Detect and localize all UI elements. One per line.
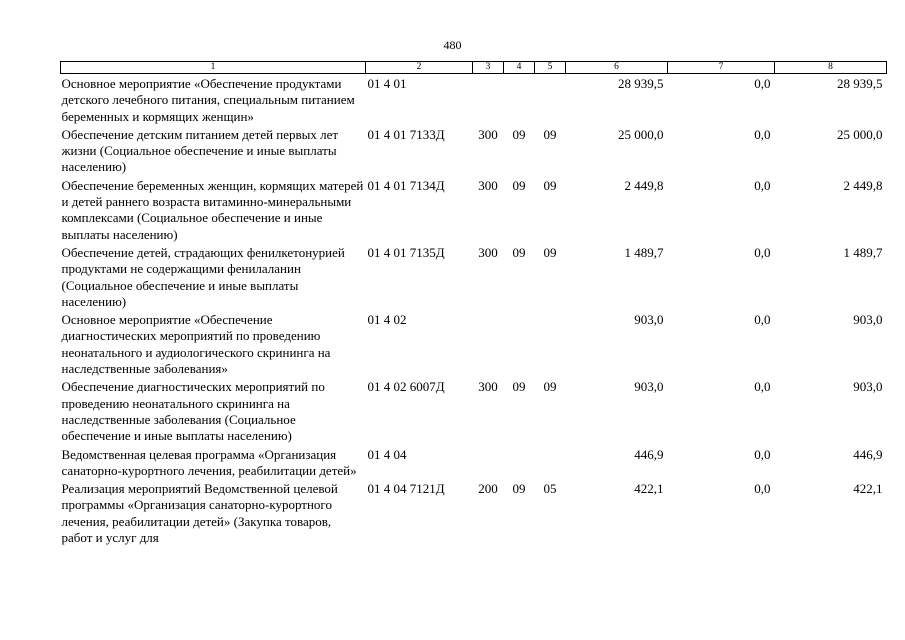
row-name: Обеспечение диагностических мероприятий по проведению неонатального скрининга на наследственные заболевания (Социальное обеспечение и иные выплаты населению) <box>61 379 325 444</box>
row-code: 01 4 01 7134Д <box>367 177 445 193</box>
row-v8: 1 489,7 <box>843 244 883 260</box>
row-v8: 28 939,5 <box>837 76 883 91</box>
row-c3: 300 <box>478 244 498 260</box>
row-v7: 0,0 <box>754 126 771 142</box>
row-v7: 0,0 <box>754 446 771 462</box>
row-c3: 300 <box>478 379 498 395</box>
row-v8: 903,0 <box>853 379 883 395</box>
row-c4: 09 <box>512 177 526 193</box>
row-v8: 422,1 <box>853 481 883 497</box>
row-c5: 05 <box>543 481 557 497</box>
row-c4: 09 <box>512 379 526 395</box>
header-cell-3: 3 <box>473 62 504 74</box>
table-row <box>61 176 887 243</box>
row-name: Обеспечение детей, страдающих фенилкетонурией продуктами не содержащими фенилаланин (Социальное обеспечение и иные выплаты населению) <box>61 244 345 309</box>
row-v6: 2 449,8 <box>624 177 664 193</box>
row-c5: 09 <box>543 244 557 260</box>
table-row <box>61 479 887 546</box>
row-v7: 0,0 <box>754 312 771 328</box>
row-v8: 25 000,0 <box>837 126 883 142</box>
row-c4: 09 <box>512 244 526 260</box>
row-c3: 200 <box>478 481 498 497</box>
row-c4 <box>504 445 535 480</box>
row-c4: 09 <box>512 126 526 142</box>
row-c5 <box>535 445 566 480</box>
row-v6: 422,1 <box>634 481 664 497</box>
table-row <box>61 125 887 176</box>
row-code: 01 4 01 7135Д <box>367 244 445 260</box>
row-c5: 09 <box>543 177 557 193</box>
row-v7: 0,0 <box>754 379 771 395</box>
header-cell-8: 8 <box>775 62 887 74</box>
table-row <box>61 243 887 310</box>
row-c3 <box>473 74 504 125</box>
table-header <box>61 62 887 74</box>
row-v8: 2 449,8 <box>843 177 883 193</box>
row-v6: 28 939,5 <box>618 76 664 91</box>
row-c3: 300 <box>478 177 498 193</box>
row-v6: 25 000,0 <box>618 126 664 142</box>
row-c3 <box>473 445 504 480</box>
row-name: Основное мероприятие «Обеспечение продуктами детского лечебного питания, специальным питанием беременных и кормящих женщин» <box>61 76 355 124</box>
table-row <box>61 445 887 480</box>
row-c5 <box>535 310 566 377</box>
budget-table <box>60 61 887 546</box>
row-v8: 903,0 <box>853 312 883 328</box>
header-cell-6: 6 <box>566 62 668 74</box>
row-name: Обеспечение беременных женщин, кормящих матерей и детей раннего возраста витаминно-минеральными комплексами (Социальное обеспечение и иные выплаты населению) <box>61 177 364 242</box>
header-cell-2: 2 <box>366 62 473 74</box>
header-cell-5: 5 <box>535 62 566 74</box>
row-c4: 09 <box>512 481 526 497</box>
row-code: 01 4 02 <box>367 312 407 328</box>
header-cell-7: 7 <box>668 62 775 74</box>
row-c3 <box>473 310 504 377</box>
row-code: 01 4 01 <box>367 76 407 91</box>
table-body <box>61 74 887 547</box>
row-c4 <box>504 310 535 377</box>
row-name: Реализация мероприятий Ведомственной целевой программы «Организация санаторно-курортного лечения, реабилитации детей» (Закупка товаров, работ и услуг для <box>61 481 338 546</box>
header-cell-4: 4 <box>504 62 535 74</box>
page-number: 480 <box>443 38 462 52</box>
row-code: 01 4 01 7133Д <box>367 126 445 142</box>
row-v7: 0,0 <box>754 76 771 91</box>
row-v6: 903,0 <box>634 379 664 395</box>
row-name: Основное мероприятие «Обеспечение диагностических мероприятий по проведению неонатального и аудиологического скрининга на наследственные заболевания» <box>61 312 331 377</box>
row-name: Обеспечение детским питанием детей первых лет жизни (Социальное обеспечение и иные выплаты населению) <box>61 126 339 175</box>
row-code: 01 4 02 6007Д <box>367 379 445 395</box>
table-row <box>61 74 887 125</box>
row-name: Ведомственная целевая программа «Организация санаторно-курортного лечения, реабилитации детей» <box>61 446 357 478</box>
row-v6: 1 489,7 <box>624 244 664 260</box>
row-c5: 09 <box>543 126 557 142</box>
row-v8: 446,9 <box>853 446 883 462</box>
row-v6: 903,0 <box>634 312 664 328</box>
row-v7: 0,0 <box>754 177 771 193</box>
row-v7: 0,0 <box>754 244 771 260</box>
table-row <box>61 310 887 377</box>
row-c3: 300 <box>478 126 498 142</box>
header-row <box>61 62 887 74</box>
row-c5 <box>535 74 566 125</box>
row-c4 <box>504 74 535 125</box>
row-v6: 446,9 <box>634 446 664 462</box>
row-code: 01 4 04 7121Д <box>367 481 445 497</box>
row-c5: 09 <box>543 379 557 395</box>
table-row <box>61 377 887 444</box>
header-cell-1: 1 <box>61 62 366 74</box>
row-v7: 0,0 <box>754 481 771 497</box>
row-code: 01 4 04 <box>367 446 407 462</box>
